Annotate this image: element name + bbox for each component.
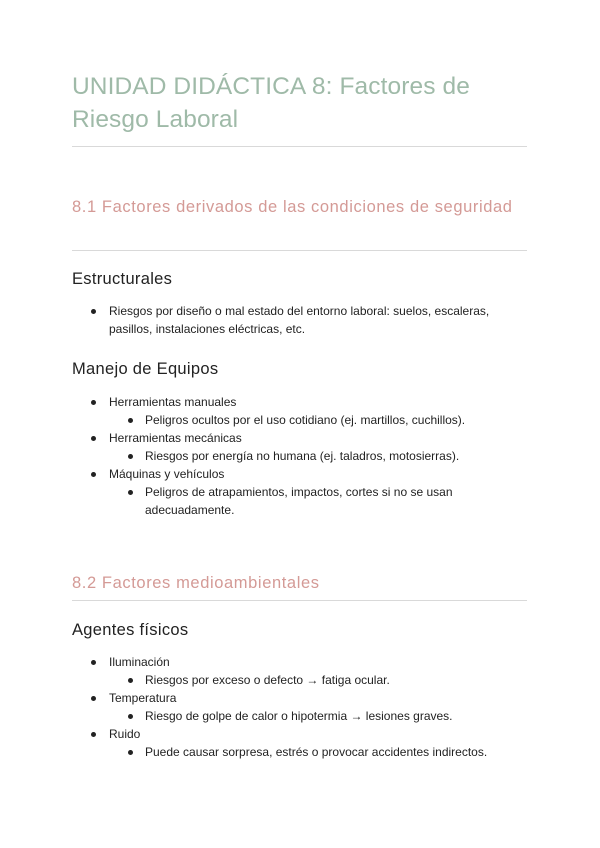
- estructurales-list: [72, 302, 527, 338]
- sub-list-item: [72, 411, 527, 429]
- list-item: [72, 429, 527, 447]
- sub-list-item-text: Riesgo de golpe de calor o hipotermia → lesiones graves.: [145, 709, 453, 723]
- bullet-icon: [128, 750, 133, 755]
- list-item: [72, 725, 527, 743]
- bullet-icon: [91, 436, 96, 441]
- list-item: [72, 302, 527, 338]
- agentes-fisicos-list: [72, 653, 527, 761]
- sub-list-item: [72, 447, 527, 465]
- sub-list-item: [72, 707, 527, 725]
- list-item-text: Iluminación: [109, 655, 170, 669]
- list-item-text: Riesgos por diseño o mal estado del entorno laboral: suelos, escaleras, pasillos, instalaciones eléctricas, etc.: [109, 304, 490, 336]
- list-item: [72, 653, 527, 671]
- bullet-icon: [91, 696, 96, 701]
- sub-list-item: [72, 671, 527, 689]
- section-heading-8-1: 8.1 Factores derivados de las condiciones de seguridad: [72, 198, 513, 216]
- sub-list-item: [72, 483, 527, 519]
- subsection-heading-agentes-fisicos: Agentes físicos: [72, 621, 189, 639]
- subsection-heading-estructurales: Estructurales: [72, 270, 173, 288]
- bullet-icon: [128, 678, 133, 683]
- title-divider: [72, 146, 527, 147]
- bullet-icon: [91, 400, 96, 405]
- list-item-text: Máquinas y vehículos: [109, 467, 225, 481]
- bullet-icon: [91, 732, 96, 737]
- sub-list-item-text: Peligros de atrapamientos, impactos, cortes si no se usan adecuadamente.: [145, 485, 453, 517]
- list-item: [72, 465, 527, 483]
- list-item-text: Herramientas manuales: [109, 395, 237, 409]
- bullet-icon: [91, 309, 96, 314]
- bullet-icon: [91, 660, 96, 665]
- section-heading-8-2: 8.2 Factores medioambientales: [72, 574, 320, 592]
- sub-list-item-text: Riesgos por exceso o defecto → fatiga ocular.: [145, 673, 390, 687]
- subsection-heading-manejo-de-equipos: Manejo de Equipos: [72, 360, 219, 378]
- bullet-icon: [128, 714, 133, 719]
- list-item-text: Ruido: [109, 727, 141, 741]
- document-title: UNIDAD DIDÁCTICA 8: Factores de Riesgo Laboral: [72, 73, 470, 133]
- bullet-icon: [128, 454, 133, 459]
- list-item-text: Herramientas mecánicas: [109, 431, 242, 445]
- sub-list-item-text: Puede causar sorpresa, estrés o provocar accidentes indirectos.: [145, 745, 488, 759]
- manejo-de-equipos-list: [72, 393, 527, 519]
- bullet-icon: [91, 472, 96, 477]
- sub-list-item: [72, 743, 527, 761]
- section-divider-8-2: [72, 600, 527, 601]
- sub-list-item-text: Peligros ocultos por el uso cotidiano (ej. martillos, cuchillos).: [145, 413, 466, 427]
- sub-list-item-text: Riesgos por energía no humana (ej. taladros, motosierras).: [145, 449, 460, 463]
- bullet-icon: [128, 418, 133, 423]
- section-divider-8-1: [72, 250, 527, 251]
- list-item-text: Temperatura: [109, 691, 177, 705]
- list-item: [72, 689, 527, 707]
- list-item: [72, 393, 527, 411]
- bullet-icon: [128, 490, 133, 495]
